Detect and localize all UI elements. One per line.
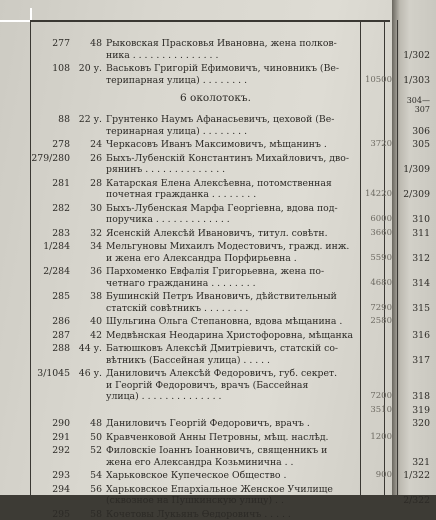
- house-number: 282: [30, 203, 70, 215]
- house-number: 288: [30, 343, 70, 355]
- table-row: [0, 316, 392, 328]
- corner-mark: [0, 8, 32, 22]
- house-number: 281: [30, 178, 70, 190]
- right-page-number: 2/322: [392, 495, 430, 506]
- street-number: 48: [64, 418, 102, 430]
- right-page-number: 321: [392, 457, 430, 468]
- owner-text: Батюшковъ Алексѣй Дмитріевичъ, статскій со-: [106, 343, 358, 355]
- owner-text: рянинъ . . . . . . . . . . . . . .: [106, 164, 358, 176]
- value-amount: 2580: [360, 316, 392, 328]
- table-row: [0, 330, 392, 342]
- owner-text: Даниловичъ Георгій Федоровичъ, врачъ .: [106, 418, 358, 430]
- owner-text: Рыковская Прасковья Ивановна, жена полков-: [106, 38, 358, 50]
- right-page-number: 318: [392, 391, 430, 402]
- owner-text: Мельгуновы Михаилъ Модестовичъ, гражд. инж.: [106, 241, 358, 253]
- street-number: 26: [64, 153, 102, 165]
- house-number: 277: [30, 38, 70, 50]
- owner-text: Медвѣнская Неодарина Христофоровна, мѣщанка: [106, 330, 358, 342]
- table-row: [0, 178, 392, 201]
- owner-text: четнаго гражданина . . . . . . . .: [106, 278, 358, 290]
- right-page-number: 305: [392, 139, 430, 150]
- table-row: [0, 114, 392, 137]
- value-amount: 6000: [360, 214, 392, 226]
- owner-text: Грунтенко Наумъ Афанасьевичъ, цеховой (Ве-: [106, 114, 358, 126]
- right-page-number: 2/309: [392, 189, 430, 200]
- house-number: 286: [30, 316, 70, 328]
- value-amount: 3720: [360, 139, 392, 151]
- table-row: [0, 470, 392, 482]
- house-number: 287: [30, 330, 70, 342]
- owner-text: Пархоменко Евфалія Григорьевна, жена по-: [106, 266, 358, 278]
- owner-text: Харьковское Купеческое Общество .: [106, 470, 358, 482]
- house-number: 1/284: [30, 241, 70, 253]
- value-amount: 3660: [360, 228, 392, 240]
- section-title: 6 околотокъ.: [180, 92, 251, 104]
- house-number: 292: [30, 445, 70, 457]
- right-page-number: 316: [392, 330, 430, 341]
- house-number: 88: [30, 114, 70, 126]
- owner-text: Кравченковой Анны Петровны, мѣщ. наслѣд.: [106, 432, 358, 444]
- owner-text: Харьковское Епархіальное Женское Училище: [106, 484, 358, 496]
- street-number: 54: [64, 470, 102, 482]
- table-row: [0, 368, 392, 403]
- owner-text: Кочетовы Лукьянъ Ѳедоровичъ . . . . .: [106, 509, 358, 520]
- table-row: [0, 405, 392, 417]
- owner-text: улица) . . . . . . . . . . . . . .: [106, 391, 358, 403]
- owner-text: Васьковъ Григорій Ефимовичъ, чиновникъ (Ве-: [106, 63, 358, 75]
- street-number: 22 у.: [64, 114, 102, 126]
- value-amount: 5590: [360, 253, 392, 265]
- table-row: [0, 241, 392, 264]
- value-amount: 10500: [360, 75, 392, 87]
- owner-text: Ясенскій Алексѣй Ивановичъ, титул. совѣтн.: [106, 228, 358, 240]
- right-page-number: 315: [392, 303, 430, 314]
- right-page-number: 1/303: [392, 75, 430, 86]
- owner-text: теринарная улица) . . . . . . . .: [106, 126, 358, 138]
- value-amount: 14220: [360, 189, 392, 201]
- value-amount: 3510: [360, 405, 392, 417]
- street-number: 28: [64, 178, 102, 190]
- street-number: 56: [64, 484, 102, 496]
- house-number: 294: [30, 484, 70, 496]
- street-number: 38: [64, 291, 102, 303]
- owner-text: и жена его Александра Порфирьевна .: [106, 253, 358, 265]
- house-number: 285: [30, 291, 70, 303]
- owner-text: (сквозное на Пушкинскую улицу) . .: [106, 495, 358, 507]
- table-row: [0, 343, 392, 366]
- right-page-range: 304—307: [392, 96, 430, 114]
- street-number: 44 у.: [64, 343, 102, 355]
- right-page-number: 311: [392, 228, 430, 239]
- owner-text: ника . . . . . . . . . . . . . . .: [106, 50, 358, 62]
- owner-text: Черкасовъ Иванъ Максимовичъ, мѣщанинъ .: [106, 139, 358, 151]
- street-number: 20 у.: [64, 63, 102, 75]
- street-number: 58: [64, 509, 102, 520]
- value-amount: 1200: [360, 432, 392, 444]
- table-row: [0, 418, 392, 430]
- right-page-number: 310: [392, 214, 430, 225]
- owner-text: жена его Александра Козьминична . .: [106, 457, 358, 469]
- owner-text: и Георгій Федоровичъ, врачъ (Бассейная: [106, 380, 358, 392]
- value-amount: 900: [360, 470, 392, 482]
- house-number: 295: [30, 509, 70, 520]
- house-number: 290: [30, 418, 70, 430]
- house-number: 279/280: [30, 153, 70, 165]
- house-number: 278: [30, 139, 70, 151]
- street-number: 34: [64, 241, 102, 253]
- owner-text: вѣтникъ (Бассейная улица) . . . . .: [106, 355, 358, 367]
- value-amount: 7290: [360, 303, 392, 315]
- right-page-number: 306: [392, 126, 430, 137]
- house-number: 283: [30, 228, 70, 240]
- street-number: 30: [64, 203, 102, 215]
- owner-text: статскій совѣтникъ . . . . . . . .: [106, 303, 358, 315]
- owner-text: терипарная улица) . . . . . . . .: [106, 75, 358, 87]
- street-number: 40: [64, 316, 102, 328]
- right-page-number: 320: [392, 418, 430, 429]
- house-number: 3/1045: [30, 368, 70, 380]
- right-page: [392, 0, 436, 495]
- owner-text: Даниловичъ Алексѣй Федоровичъ, губ. секрет.: [106, 368, 358, 380]
- owner-text: почетная гражданка . . . . . . . .: [106, 189, 358, 201]
- street-number: 46 у.: [64, 368, 102, 380]
- house-number: 291: [30, 432, 70, 444]
- owner-text: Быхъ-Лубенскій Константинъ Михайловичъ, дво-: [106, 153, 358, 165]
- house-number: 108: [30, 63, 70, 75]
- value-amount: 7200: [360, 391, 392, 403]
- right-page-number: 319: [392, 405, 430, 416]
- owner-text: Шульгина Ольга Степановна, вдова мѣщанина .: [106, 316, 358, 328]
- table-row: [0, 139, 392, 151]
- house-number: 293: [30, 470, 70, 482]
- table-row: [0, 228, 392, 240]
- table-row: [0, 266, 392, 289]
- table-row: [0, 38, 392, 61]
- right-page-number: 317: [392, 355, 430, 366]
- table-row: [0, 484, 392, 507]
- table-row: [0, 509, 392, 520]
- street-number: 32: [64, 228, 102, 240]
- street-number: 42: [64, 330, 102, 342]
- right-page-number: 1/309: [392, 164, 430, 175]
- right-page-number: 312: [392, 253, 430, 264]
- owner-text: Филовскіе Іоаннъ Іоанновичъ, священникъ и: [106, 445, 358, 457]
- top-rule: [30, 20, 390, 22]
- table-row: [0, 432, 392, 444]
- table-row: [0, 291, 392, 314]
- value-amount: 4680: [360, 278, 392, 290]
- street-number: 50: [64, 432, 102, 444]
- street-number: 48: [64, 38, 102, 50]
- table-row: [0, 203, 392, 226]
- table-row: [0, 153, 392, 176]
- right-page-number: 1/322: [392, 470, 430, 481]
- table-row: [0, 63, 392, 86]
- right-page-number: 1/302: [392, 50, 430, 61]
- street-number: 24: [64, 139, 102, 151]
- house-number: 2/284: [30, 266, 70, 278]
- street-number: 36: [64, 266, 102, 278]
- owner-text: Быхъ-Лубенская Марфа Георгіевна, вдова под-: [106, 203, 358, 215]
- table-row: [0, 445, 392, 468]
- owner-text: Катарская Елена Алексѣевна, потомственная: [106, 178, 358, 190]
- right-page-number: 314: [392, 278, 430, 289]
- owner-text: поручика . . . . . . . . . . . . .: [106, 214, 358, 226]
- street-number: 52: [64, 445, 102, 457]
- owner-text: Бушинскій Петръ Ивановичъ, дѣйствительный: [106, 291, 358, 303]
